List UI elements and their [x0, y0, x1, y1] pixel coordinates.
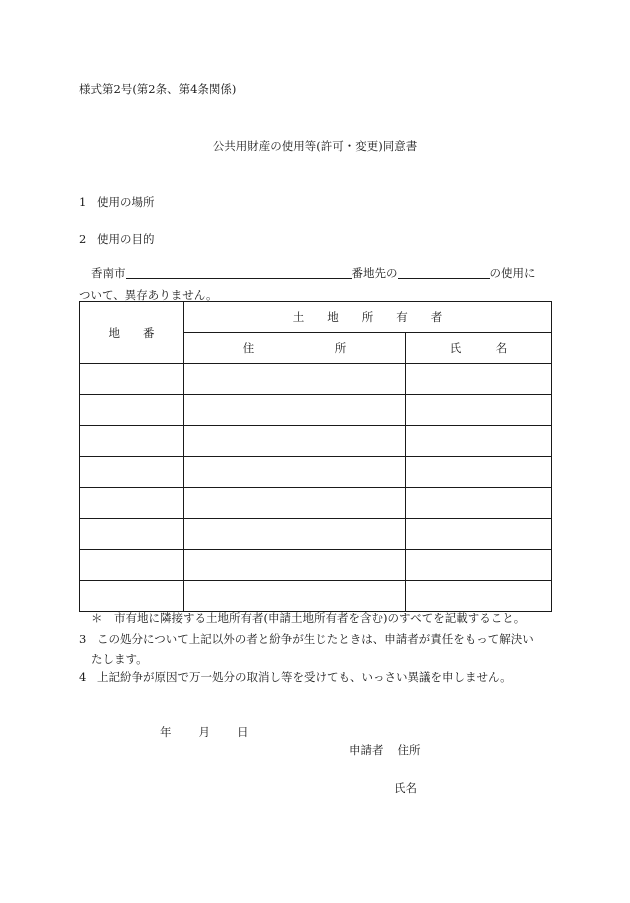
lot-number-cell[interactable] — [80, 581, 184, 612]
address-cell[interactable] — [184, 364, 406, 395]
item-label: 使用の場所 — [97, 195, 155, 209]
item-text: 上記紛争が原因で万一処分の取消し等を受けても、いっさい異議を申しません。 — [97, 670, 512, 684]
city-label: 香南市 — [91, 266, 126, 280]
name-cell[interactable] — [406, 581, 552, 612]
applicant-name-line: 氏名 — [394, 781, 417, 795]
item-number: 2 — [79, 232, 87, 246]
table-row — [80, 364, 552, 395]
banchi-saki-label: 番地先の — [351, 266, 398, 280]
applicant-address-line — [349, 742, 421, 758]
lot-number-cell[interactable] — [80, 395, 184, 426]
column-header-landowner: 土 地 所 有 者 — [184, 302, 552, 333]
table-row — [80, 550, 552, 581]
day-label: 日 — [237, 725, 249, 739]
table-row — [80, 488, 552, 519]
address-cell[interactable] — [184, 488, 406, 519]
column-header-address: 住 所 — [184, 333, 406, 364]
table-note: ＊ 市有地に隣接する土地所有者(申請土地所有者を含む)のすべてを記載すること。 — [91, 611, 526, 625]
document-title: 公共用財産の使用等(許可・変更)同意書 — [212, 139, 418, 153]
table-row — [80, 519, 552, 550]
address-cell[interactable] — [184, 581, 406, 612]
address-cell[interactable] — [184, 426, 406, 457]
item-dispute-resolution — [79, 631, 534, 647]
landowners-table — [79, 301, 552, 612]
name-cell[interactable] — [406, 426, 552, 457]
item-usage-location — [79, 194, 155, 210]
table-row — [80, 426, 552, 457]
name-cell[interactable] — [406, 550, 552, 581]
date-line — [160, 724, 249, 740]
consent-statement — [91, 265, 536, 281]
lot-number-cell[interactable] — [80, 550, 184, 581]
lot-number-cell[interactable] — [80, 364, 184, 395]
item-number: 4 — [79, 670, 87, 684]
lot-number-cell[interactable] — [80, 457, 184, 488]
item-label: 使用の目的 — [97, 232, 155, 246]
lot-number-cell[interactable] — [80, 488, 184, 519]
item-text: この処分について上記以外の者と紛争が生じたときは、申請者が責任をもって解決い — [97, 632, 534, 646]
address-label: 住所 — [397, 743, 421, 757]
address-cell[interactable] — [184, 519, 406, 550]
item-number: 1 — [79, 195, 87, 209]
address-cell[interactable] — [184, 457, 406, 488]
year-label: 年 — [160, 725, 172, 739]
name-cell[interactable] — [406, 519, 552, 550]
column-header-name: 氏 名 — [406, 333, 552, 364]
item-usage-purpose — [79, 231, 155, 247]
usage-blank-field[interactable] — [398, 265, 490, 279]
name-cell[interactable] — [406, 488, 552, 519]
name-cell[interactable] — [406, 364, 552, 395]
month-label: 月 — [198, 725, 210, 739]
address-blank-field[interactable] — [126, 265, 352, 279]
applicant-label: 申請者 — [349, 743, 384, 757]
address-cell[interactable] — [184, 395, 406, 426]
item-no-objection — [79, 669, 512, 685]
item-number: 3 — [79, 632, 87, 646]
item-dispute-resolution-continued: たします。 — [91, 652, 148, 666]
table-row — [80, 581, 552, 612]
table-row — [80, 457, 552, 488]
lot-number-cell[interactable] — [80, 519, 184, 550]
form-number: 様式第2号(第2条、第4条関係) — [79, 82, 237, 96]
address-cell[interactable] — [184, 550, 406, 581]
name-cell[interactable] — [406, 395, 552, 426]
name-cell[interactable] — [406, 457, 552, 488]
lot-number-cell[interactable] — [80, 426, 184, 457]
consent-statement-continued: ついて、異存ありません。 — [79, 288, 218, 302]
table-body — [80, 364, 552, 612]
column-header-lot-number: 地 番 — [80, 302, 184, 364]
table-row — [80, 395, 552, 426]
usage-label: の使用に — [489, 266, 536, 280]
